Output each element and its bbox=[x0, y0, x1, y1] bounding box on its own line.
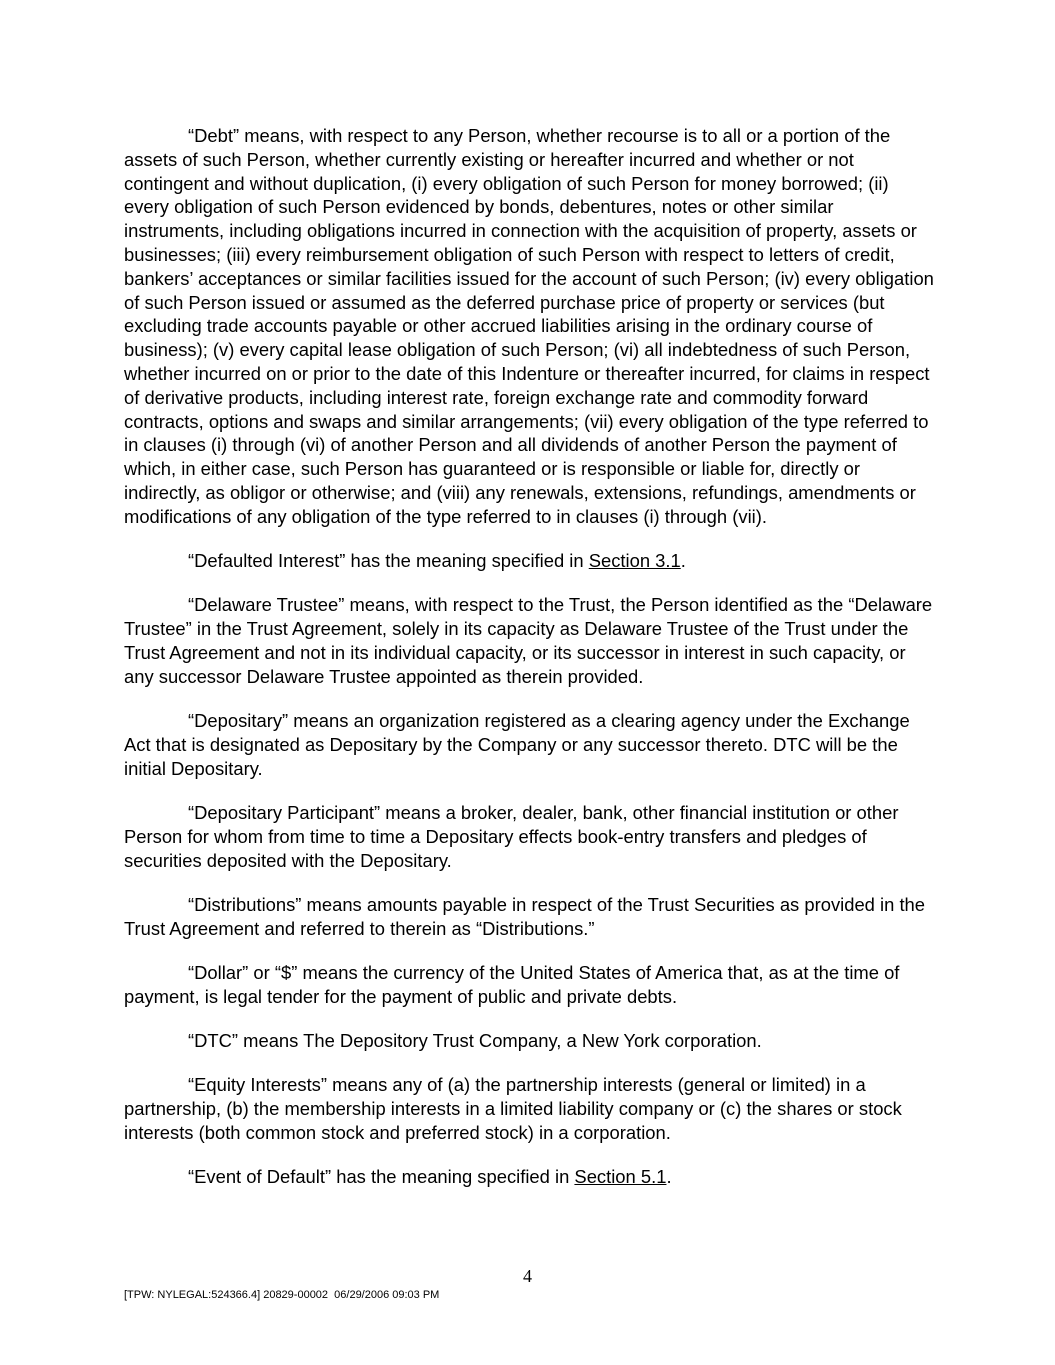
definition-equity-interests bbox=[124, 1073, 936, 1144]
document-id-footer: [TPW: NYLEGAL:524366.4] 20829-00002 06/29/2006 09:03 PM bbox=[124, 1289, 440, 1301]
definition-text: “Debt” means, with respect to any Person, whether recourse is to all or a portion of the assets of such Person, whether currently existing or hereafter incurred and whether or not contingent and without duplication, (i) every obligation of such Person for money borrowed; (ii) every obligation of such Person evidenced by bonds, debentures, notes or other similar instruments, including obligations incurred in connection with the acquisition of property, assets or businesses; (iii) every reimbursement obligation of such Person with respect to letters of credit, bankers’ acceptances or similar facilities issued for the account of such Person; (iv) every obligation of such Person issued or assumed as the deferred purchase price of property or services (but excluding trade accounts payable or other accrued liabilities arising in the ordinary course of business); (v) every capital lease obligation of such Person; (vi) all indebtedness of such Person, whether incurred on or prior to the date of this Indenture or thereafter incurred, for claims in respect of derivative products, including interest rate, foreign exchange rate and commodity forward contracts, options and swaps and similar arrangements; (vii) every obligation of the type referred to in clauses (i) through (vi) of another Person and all dividends of another Person the payment of which, in either case, such Person has guaranteed or is responsible or liable for, directly or indirectly, as obligor or otherwise; and (viii) any renewals, extensions, refundings, amendments or modifications of any obligation of the type referred to in clauses (i) through (vii). bbox=[124, 125, 934, 527]
definitions-section bbox=[124, 124, 936, 1209]
definition-text: “Equity Interests” means any of (a) the partnership interests (general or limited) in a partnership, (b) the membership interests in a limited liability company or (c) the shares or stock interests (both common stock and preferred stock) in a corporation. bbox=[124, 1074, 902, 1143]
definition-depositary-participant bbox=[124, 801, 936, 872]
definition-text: “Distributions” means amounts payable in respect of the Trust Securities as provided in the Trust Agreement and referred to therein as “Distributions.” bbox=[124, 893, 926, 939]
section-reference-link[interactable]: Section 5.1 bbox=[574, 1166, 667, 1188]
definition-event-of-default bbox=[124, 1165, 936, 1189]
section-reference-link[interactable]: Section 3.1 bbox=[588, 550, 681, 572]
definition-dollar bbox=[124, 961, 936, 1009]
definition-defaulted-interest bbox=[124, 549, 936, 573]
definition-text: “Defaulted Interest” has the meaning specified in bbox=[188, 550, 589, 572]
definition-dtc bbox=[124, 1029, 936, 1053]
definition-distributions bbox=[124, 893, 936, 941]
definition-text: “Depositary Participant” means a broker, dealer, bank, other financial institution or other Person for whom from time to time a Depositary effects book-entry transfers and pledges of securities deposited with the Depositary. bbox=[124, 801, 899, 871]
definition-debt bbox=[124, 124, 936, 529]
page-number: 4 bbox=[523, 1266, 532, 1286]
definition-text: “Event of Default” has the meaning specified in bbox=[188, 1166, 575, 1188]
definition-text: “Dollar” or “$” means the currency of the United States of America that, as at the time of payment, is legal tender for the payment of public and private debts. bbox=[124, 961, 900, 1007]
definition-text-end: . bbox=[680, 550, 686, 572]
definition-delaware-trustee bbox=[124, 593, 936, 688]
definition-text-end: . bbox=[666, 1166, 672, 1188]
definition-text: “DTC” means The Depository Trust Company, a New York corporation. bbox=[188, 1030, 762, 1051]
definition-text: “Delaware Trustee” means, with respect to the Trust, the Person identified as the “Delaware Trustee” in the Trust Agreement, solely in its capacity as Delaware Trustee of the Trust under the Trust Agreement and not in its individual capacity, or its successor in interest in such capacity, or any successor Delaware Trustee appointed as therein provided. bbox=[124, 594, 933, 687]
definition-depositary bbox=[124, 709, 936, 780]
definition-text: “Depositary” means an organization registered as a clearing agency under the Exchange Act that is designated as Depositary by the Company or any successor thereto. DTC will be the initial Depositary. bbox=[124, 710, 910, 779]
